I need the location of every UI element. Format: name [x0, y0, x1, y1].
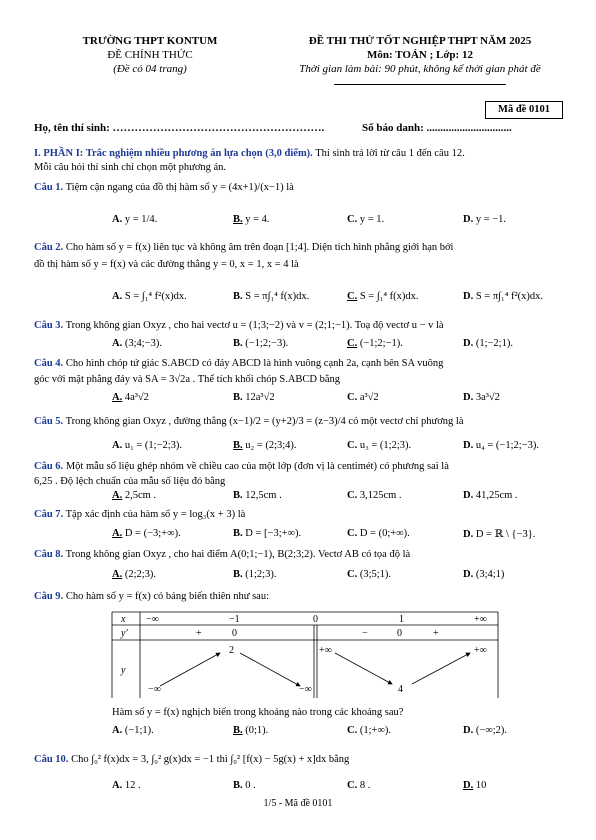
- q4-options: [0, 392, 596, 406]
- question-7: [34, 507, 564, 522]
- question-4-cont: góc với mặt phẳng đáy và SA = 3√2a . Thể tích khối chóp S.ABCD bằng: [34, 374, 341, 385]
- row-label-x: x: [121, 614, 126, 625]
- question-9: [34, 589, 564, 604]
- option-a[interactable]: A. (−1;1).: [112, 725, 154, 736]
- question-label: Câu 3.: [34, 320, 64, 331]
- exam-title: ĐỀ THI THỬ TỐT NGHIỆP THPT NĂM 2025: [308, 35, 532, 47]
- option-a[interactable]: A. (3;4;−3).: [112, 338, 162, 349]
- y-value: +∞: [474, 645, 487, 656]
- q3-options: [0, 338, 596, 352]
- option-c[interactable]: C. 8 .: [347, 780, 371, 791]
- question-label: Câu 4.: [34, 358, 64, 369]
- exam-code-box: [485, 101, 563, 119]
- q7-options: [0, 528, 596, 542]
- y-value: 2: [229, 645, 234, 656]
- option-b[interactable]: B. 0 .: [233, 780, 256, 791]
- option-c[interactable]: C. S = ∫₁⁴ f(x)dx.: [347, 291, 419, 302]
- student-name-field: Họ, tên thí sinh: ………………………………………………….: [34, 122, 325, 134]
- option-d[interactable]: D. (−∞;2).: [463, 725, 508, 736]
- question-8: [34, 547, 564, 562]
- question-3: [34, 318, 564, 333]
- question-text: Tập xác định của hàm số y = log₃(x + 3) là: [65, 509, 246, 520]
- official-label: ĐỀ CHÍNH THỨC: [107, 49, 193, 61]
- question-text: Cho ∫₀² f(x)dx = 3, ∫₀² g(x)dx = −1 thì ∫₀² [f(x) − 5g(x) + x]dx bằng: [71, 754, 350, 765]
- question-label: Câu 5.: [34, 416, 64, 427]
- question-label: Câu 10.: [34, 754, 69, 765]
- option-c[interactable]: C. (1;+∞).: [347, 725, 392, 736]
- sign: −: [362, 628, 368, 639]
- option-c[interactable]: C. a³√2: [347, 392, 379, 403]
- x-value: 0: [313, 614, 318, 625]
- y-value: −∞: [148, 684, 161, 695]
- duration-line: Thời gian làm bài: 90 phút, không kể thời gian phát đề: [299, 63, 541, 75]
- y-value: +∞: [319, 645, 332, 656]
- question-label: Câu 7.: [34, 509, 64, 520]
- question-text: Cho hàm số y = f(x) liên tục và không âm trên đoạn [1;4]. Diện tích hình phẳng giới hạn bởi: [65, 242, 454, 253]
- option-b[interactable]: B. y = 4.: [233, 214, 270, 225]
- x-value: −1: [229, 614, 240, 625]
- question-10: [34, 752, 564, 767]
- option-a[interactable]: A. D = (−3;+∞).: [112, 528, 181, 539]
- option-b[interactable]: B. S = π∫₁⁴ f(x)dx.: [233, 291, 310, 302]
- arrow-down: [240, 653, 300, 686]
- option-d[interactable]: D. y = −1.: [463, 214, 507, 225]
- y-value: −∞: [299, 684, 312, 695]
- option-d[interactable]: D. (1;−2;1).: [463, 338, 513, 349]
- option-d[interactable]: D. S = π∫₁⁴ f²(x)dx.: [463, 291, 543, 302]
- option-d[interactable]: D. u₄ = (−1;2;−3).: [463, 440, 539, 451]
- option-c[interactable]: C. u₃ = (1;2;3).: [347, 440, 412, 451]
- option-b[interactable]: B. (0;1).: [233, 725, 269, 736]
- option-b[interactable]: B. (−1;2;−3).: [233, 338, 289, 349]
- student-id-field: Số báo danh: ...............................: [362, 122, 512, 134]
- option-b[interactable]: B. u₂ = (2;3;4).: [233, 440, 297, 451]
- option-b[interactable]: B. 12a³√2: [233, 392, 275, 403]
- x-value: −∞: [146, 614, 159, 625]
- page-footer: 1/5 - Mã đề 0101: [263, 798, 333, 809]
- sign: +: [433, 628, 439, 639]
- school-name: TRƯỜNG THPT KONTUM: [82, 35, 218, 47]
- option-a[interactable]: A. S = ∫₁⁴ f²(x)dx.: [112, 291, 187, 302]
- q6-options: [0, 490, 596, 504]
- part1-heading: [34, 146, 564, 161]
- question-text: Cho hình chóp tứ giác S.ABCD có đáy ABCD là hình vuông cạnh 2a, cạnh bên SA vuông: [65, 358, 444, 369]
- option-a[interactable]: A. 2,5cm .: [112, 490, 157, 501]
- header-divider: [334, 84, 506, 85]
- q1-options: [0, 214, 596, 228]
- option-b[interactable]: B. (1;2;3).: [233, 569, 277, 580]
- option-c[interactable]: C. (−1;2;−1).: [347, 338, 403, 349]
- option-d[interactable]: D. 41,25cm .: [463, 490, 518, 501]
- subject-line: Môn: TOÁN ; Lớp: 12: [367, 49, 473, 61]
- option-a[interactable]: A. 12 .: [112, 780, 141, 791]
- option-c[interactable]: C. y = 1.: [347, 214, 385, 225]
- question-text: Trong không gian Oxyz , cho hai vectơ u = (1;3;−2) và v = (2;1;−1). Toạ độ vectơ u − v là: [65, 320, 444, 331]
- part1-intro: Thí sinh trả lời từ câu 1 đến câu 12.: [312, 148, 465, 159]
- option-d[interactable]: D. 3a³√2: [463, 392, 500, 403]
- variation-table: [0, 608, 596, 708]
- arrow-up: [160, 653, 220, 686]
- option-d[interactable]: D. (3;4;1): [463, 569, 505, 580]
- sign: 0: [232, 628, 237, 639]
- option-a[interactable]: A. u₁ = (1;−2;3).: [112, 440, 183, 451]
- question-text: Trong không gian Oxyz , cho hai điểm A(0;1;−1), B(2;3;2). Vectơ AB có tọa độ là: [65, 549, 411, 560]
- question-2-cont: đồ thị hàm số y = f(x) và các đường thẳng y = 0, x = 1, x = 4 là: [34, 259, 299, 270]
- q5-options: [0, 440, 596, 454]
- question-label: Câu 2.: [34, 242, 64, 253]
- row-label-yprime: y′: [121, 628, 128, 639]
- option-c[interactable]: C. D = (0;+∞).: [347, 528, 410, 539]
- part1-intro-2: Mỗi câu hỏi thí sinh chỉ chọn một phương án.: [34, 162, 227, 173]
- question-4: [34, 356, 564, 371]
- question-9-cont: Hàm số y = f(x) nghịch biến trong khoảng nào trong các khoảng sau?: [112, 707, 404, 718]
- exam-code: Mã đề 0101: [498, 104, 550, 115]
- question-1: [34, 180, 564, 195]
- option-b[interactable]: B. D = [−3;+∞).: [233, 528, 302, 539]
- question-2: [34, 240, 564, 255]
- q9-options: [0, 725, 596, 739]
- page-count: (Đề có 04 trang): [113, 63, 187, 75]
- sign: +: [196, 628, 202, 639]
- option-c[interactable]: C. 3,125cm .: [347, 490, 402, 501]
- option-d[interactable]: D. 10: [463, 780, 487, 791]
- option-b[interactable]: B. 12,5cm .: [233, 490, 282, 501]
- question-text: Cho hàm số y = f(x) có bảng biến thiên như sau:: [65, 591, 270, 602]
- question-label: Câu 6.: [34, 461, 64, 472]
- option-d[interactable]: D. D = ℝ \ {−3}.: [463, 529, 536, 540]
- question-text: Tiệm cận ngang của đồ thị hàm số y = (4x+1)/(x−1) là: [65, 182, 294, 193]
- question-text: Một mẫu số liệu ghép nhóm về chiều cao của một lớp (đơn vị là centimét) có phương sai là: [65, 461, 449, 472]
- option-a[interactable]: A. (2;2;3).: [112, 569, 157, 580]
- option-a[interactable]: A. y = 1/4.: [112, 214, 158, 225]
- part1-title: I. PHẦN I: Trắc nghiệm nhiều phương án lựa chọn (3,0 điểm).: [34, 148, 313, 159]
- arrow-down: [335, 653, 392, 684]
- q2-options: [0, 291, 596, 305]
- arrow-up: [412, 653, 470, 684]
- option-a[interactable]: A. 4a³√2: [112, 392, 149, 403]
- question-6: [34, 459, 564, 474]
- question-label: Câu 8.: [34, 549, 64, 560]
- y-value: 4: [398, 684, 403, 695]
- question-text: Trong không gian Oxyz , đường thẳng (x−1)/2 = (y+2)/3 = (z−3)/4 có một vectơ chỉ phương là: [65, 416, 464, 427]
- sign: 0: [397, 628, 402, 639]
- q10-options: [0, 780, 596, 794]
- question-label: Câu 9.: [34, 591, 64, 602]
- question-5: [34, 414, 564, 429]
- question-label: Câu 1.: [34, 182, 64, 193]
- row-label-y: y: [121, 665, 126, 676]
- q8-options: [0, 569, 596, 583]
- option-c[interactable]: C. (3;5;1).: [347, 569, 392, 580]
- x-value: 1: [399, 614, 404, 625]
- x-value: +∞: [474, 614, 487, 625]
- question-6-cont: 6,25 . Độ lệch chuẩn của mẫu số liệu đó bằng: [34, 476, 226, 487]
